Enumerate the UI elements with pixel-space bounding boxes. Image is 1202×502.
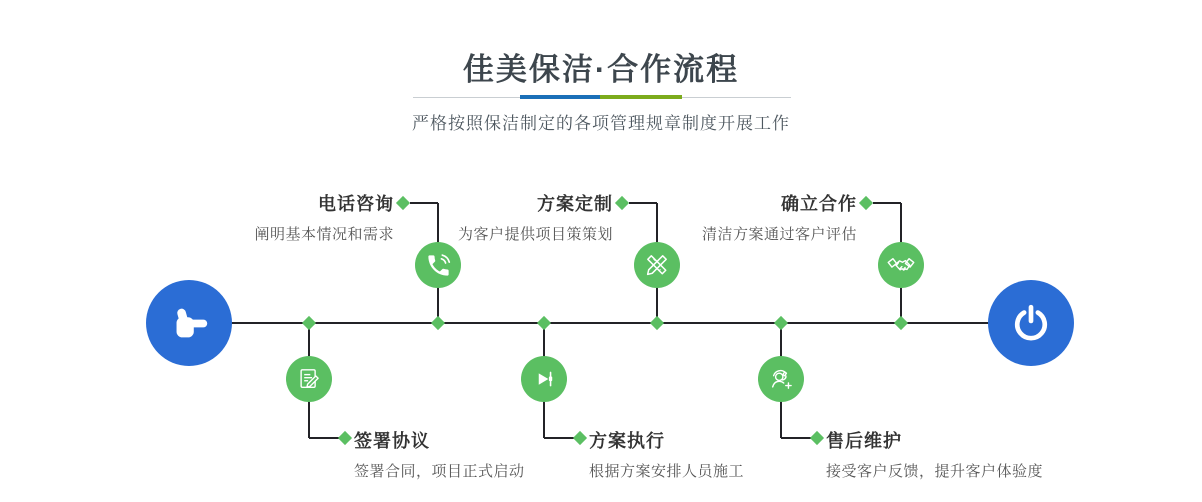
page-title: 佳美保洁·合作流程: [462, 52, 740, 87]
step-label-plan-execution: [589, 427, 744, 481]
page-subtitle: 严格按照保洁制定的各项管理规章制度开展工作: [412, 114, 790, 133]
title-divider-blue-segment: [520, 95, 600, 99]
connector-line: [781, 437, 812, 439]
step-label-phone-consult: [254, 190, 394, 244]
step-title: 方案执行: [589, 431, 665, 451]
step-title: 电话咨询: [318, 194, 394, 214]
timeline-junction-diamond: [537, 316, 551, 330]
step-desc: 接受客户反馈，提升客户体验度: [826, 463, 1044, 480]
label-diamond: [573, 431, 587, 445]
step-title: 方案定制: [537, 194, 613, 214]
step-node-plan-design: [634, 242, 680, 288]
step-node-after-sales: [758, 356, 804, 402]
phone-icon: [425, 252, 452, 279]
play-icon: [530, 365, 558, 393]
step-desc: 根据方案安排人员施工: [589, 463, 745, 480]
step-desc: 阐明基本情况和需求: [254, 226, 394, 243]
timeline-junction-diamond: [431, 316, 445, 330]
step-desc: 签署合同，项目正式启动: [354, 463, 525, 480]
step-label-confirm-cooperation: [702, 190, 857, 244]
connector-line: [873, 202, 901, 204]
timeline-junction-diamond: [774, 316, 788, 330]
label-diamond: [396, 196, 410, 210]
step-node-plan-execution: [521, 356, 567, 402]
connector-line: [410, 202, 438, 204]
label-diamond: [859, 196, 873, 210]
handshake-icon: [887, 251, 915, 279]
step-node-phone-consult: [415, 242, 461, 288]
pencil-ruler-icon: [643, 251, 671, 279]
power-icon: [1009, 301, 1053, 345]
step-title: 签署协议: [354, 431, 430, 451]
timeline-junction-diamond: [894, 316, 908, 330]
label-diamond: [615, 196, 629, 210]
step-label-after-sales: [826, 427, 1043, 481]
connector-line: [544, 437, 575, 439]
step-title: 确立合作: [781, 194, 857, 214]
label-diamond: [810, 431, 824, 445]
title-divider-green-segment: [600, 95, 682, 99]
end-node: [988, 280, 1074, 366]
timeline-junction-diamond: [650, 316, 664, 330]
step-desc: 清洁方案通过客户评估: [701, 226, 857, 243]
step-title: 售后维护: [826, 431, 902, 451]
timeline-junction-diamond: [302, 316, 316, 330]
step-label-sign-agreement: [354, 427, 525, 481]
step-node-confirm-cooperation: [878, 242, 924, 288]
step-label-plan-design: [458, 190, 613, 244]
label-diamond: [338, 431, 352, 445]
headset-icon: [767, 365, 795, 393]
connector-line: [309, 437, 340, 439]
step-node-sign-agreement: [286, 356, 332, 402]
pointing-hand-icon: [166, 300, 212, 346]
start-node: [146, 280, 232, 366]
contract-icon: [295, 365, 323, 393]
step-desc: 为客户提供项目策策划: [457, 226, 613, 243]
connector-line: [629, 202, 657, 204]
